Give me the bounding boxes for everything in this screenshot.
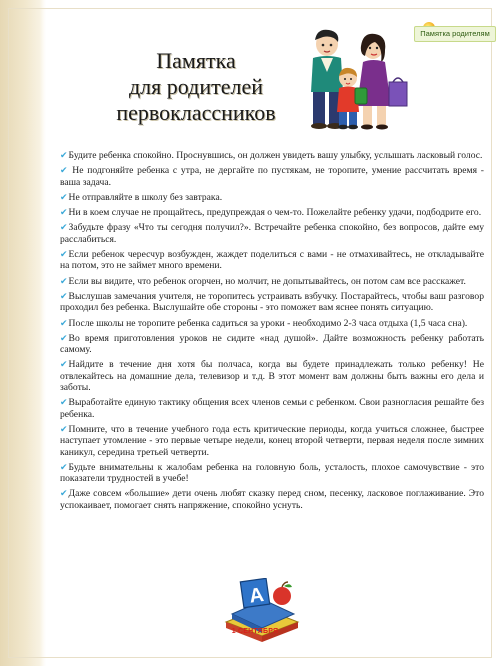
- school-books-illustration: [218, 578, 304, 660]
- tip-item: ✔Помните, что в течение учебного года есть критические периоды, когда учиться сложнее, быстрее наступает утомление - это первые четыре недели, конец второй четверти, первая неделя после зимних каникул, середина третьей четверти.: [60, 423, 484, 458]
- tip-item: ✔Во время приготовления уроков не сидите «над душой». Дайте возможность ребенку работать самому.: [60, 332, 484, 356]
- tip-item: ✔Если ребенок чересчур возбужден, жаждет поделиться с вами - не отмахивайтесь, не откладывайте на потом, это не займет много времени.: [60, 249, 484, 272]
- check-icon: ✔: [60, 359, 68, 370]
- check-icon: ✔: [60, 150, 68, 160]
- tip-item: ✔Ни в коем случае не прощайтесь, предупреждая о чем-то. Пожелайте ребенку удачи, подбодрите его.: [60, 207, 482, 219]
- check-icon: ✔: [60, 207, 68, 218]
- check-icon: ✔: [60, 488, 68, 499]
- tip-item: ✔Будьте внимательны к жалобам ребенка на головную боль, усталость, плохое самочувствие - это показатели трудностей в учебе!: [60, 461, 484, 485]
- tip-item: ✔Даже совсем «большие» дети очень любят сказку перед сном, песенку, ласковое поглаживание. Это успокаивает, помогает снять напряжение, спокойно уснуть.: [60, 488, 484, 511]
- tip-item: ✔Выслушав замечания учителя, не торопитесь устраивать взбучку. Постарайтесь, чтобы ваш разговор проходил без ребенка. Выслушайте обе стороны - это поможет вам яснее понять ситуацию.: [60, 290, 484, 314]
- tip-item: ✔После школы не торопите ребенка садиться за уроки - необходимо 2-3 часа отдыха (1,5 часа сна).: [60, 317, 468, 329]
- header-badge: Памятка родителям: [414, 26, 496, 42]
- tip-item: ✔ Не подгоняйте ребенка с утра, не дергайте по пустякам, не торопите, умение рассчитать время - ваша задача.: [60, 165, 484, 188]
- tip-item: ✔Если вы видите, что ребенок огорчен, но молчит, не допытывайтесь, он потом сам все расскажет.: [60, 275, 466, 287]
- tip-item: ✔Выработайте единую тактику общения всех членов семьи с ребенком. Свои разногласия решайте без ребенка.: [60, 397, 484, 420]
- svg-text:A: A: [247, 583, 266, 608]
- title-line-1: Памятка: [156, 48, 236, 73]
- check-icon: ✔: [60, 461, 68, 472]
- check-icon: ✔: [60, 249, 68, 260]
- tips-list: [60, 150, 484, 515]
- footer-caption: 1 СЕНТЯБРЯ: [231, 628, 279, 635]
- check-icon: ✔: [60, 165, 68, 176]
- check-icon: ✔: [60, 317, 68, 328]
- check-icon: ✔: [60, 423, 68, 434]
- tip-item: ✔Не отправляйте в школу без завтрака.: [60, 191, 223, 203]
- check-icon: ✔: [60, 397, 68, 408]
- tip-item: ✔Найдите в течение дня хотя бы полчаса, когда вы будете принадлежать только ребенку! Не отвлекайтесь на домашние дела, телевизор и т.д. В этот момент вам должны быть важны его дела и заботы.: [60, 359, 484, 394]
- check-icon: ✔: [60, 332, 68, 343]
- check-icon: ✔: [60, 275, 68, 286]
- check-icon: ✔: [60, 191, 68, 202]
- check-icon: ✔: [60, 222, 68, 233]
- page-title: [96, 48, 296, 126]
- check-icon: ✔: [60, 290, 68, 301]
- title-line-3: первоклассников: [116, 100, 276, 125]
- tip-item: ✔Забудьте фразу «Что ты сегодня получил?». Встречайте ребенка спокойно, без вопросов, дайте ему расслабиться.: [60, 222, 484, 245]
- tip-item: ✔Будите ребенка спокойно. Проснувшись, он должен увидеть вашу улыбку, услышать ласковый голос.: [60, 150, 483, 161]
- title-line-2: для родителей: [128, 74, 264, 99]
- family-illustration: [293, 26, 411, 138]
